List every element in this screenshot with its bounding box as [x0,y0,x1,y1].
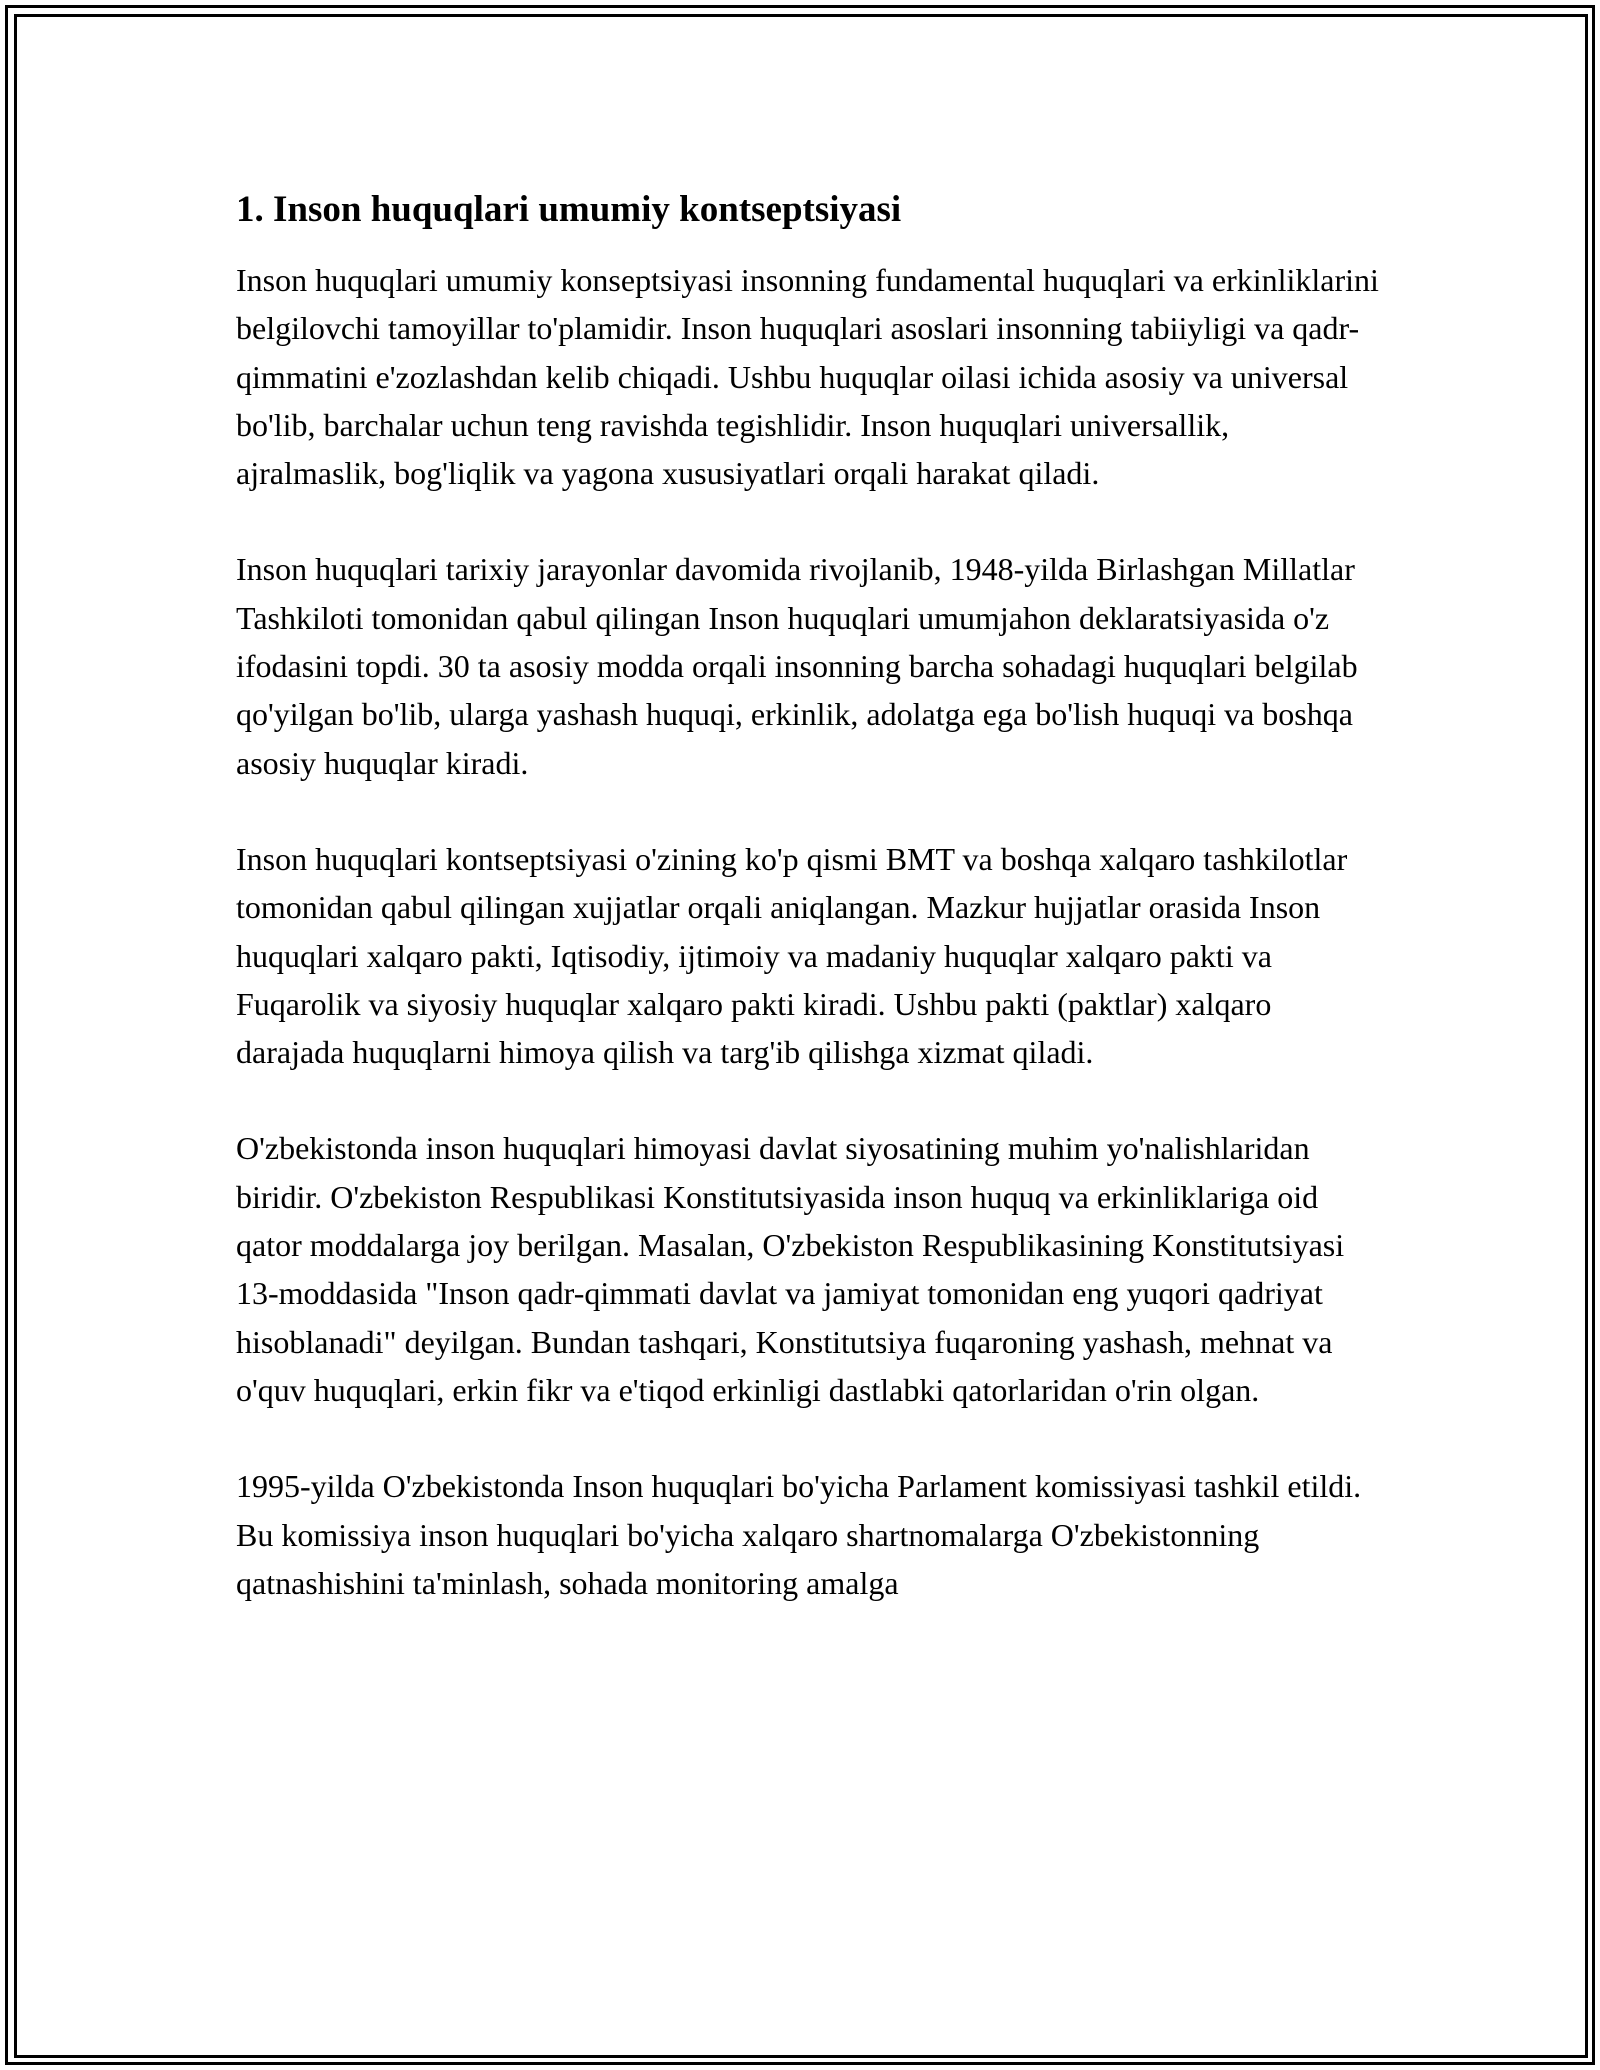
section-heading: 1. Inson huquqlari umumiy kontseptsiyasi [236,189,902,230]
document-body [236,186,1386,1655]
paragraph-4: O'zbekistonda inson huquqlari himoyasi davlat siyosatining muhim yo'nalishlaridan biridir. O'zbekiston Respublikasi Konstitutsiyasida inson huquq va erkinliklariga oid qator moddalarga joy berilgan. Masalan, O'zbekiston Respublikasining Konstitutsiyasi 13-moddasida "Inson qadr-qimmati davlat va jamiyat tomonidan eng yuqori qadriyat hisoblanadi" deyilgan. Bundan tashqari, Konstitutsiya fuqaroning yashash, mehnat va o'quv huquqlari, erkin fikr va e'tiqod erkinligi dastlabki qatorlaridan o'rin olgan. [236,1130,1345,1408]
paragraph-2: Inson huquqlari tarixiy jarayonlar davomida rivojlanib, 1948-yilda Birlashgan Millatlar Tashkiloti tomonidan qabul qilingan Inson huquqlari umumjahon deklaratsiyasida o'z ifodasini topdi. 30 ta asosiy modda orqali insonning barcha sohadagi huquqlari belgilab qo'yilgan bo'lib, ularga yashash huquqi, erkinlik, adolatga ega bo'lish huquqi va boshqa asosiy huquqlar kiradi. [236,551,1358,781]
paragraph-3: Inson huquqlari kontseptsiyasi o'zining ko'p qismi BMT va boshqa xalqaro tashkilotlar tomonidan qabul qilingan xujjatlar orqali aniqlangan. Mazkur hujjatlar orasida Inson huquqlari xalqaro pakti, Iqtisodiy, ijtimoiy va madaniy huquqlar xalqaro pakti va Fuqarolik va siyosiy huquqlar xalqaro pakti kiradi. Ushbu pakti (paktlar) xalqaro darajada huquqlarni himoya qilish va targ'ib qilishga xizmat qiladi. [236,840,1348,1071]
paragraph-1: Inson huquqlari umumiy konseptsiyasi insonning fundamental huquqlari va erkinliklarini belgilovchi tamoyillar to'plamidir. Inson huquqlari asoslari insonning tabiiyligi va qadr-qimmatini e'zozlashdan kelib chiqadi. Ushbu huquqlar oilasi ichida asosiy va universal bo'lib, barchalar uchun teng ravishda tegishlidir. Inson huquqlari universallik, ajralmaslik, bog'liqlik va yagona xususiyatlari orqali harakat qiladi. [236,262,1379,492]
paragraph-5: 1995-yilda O'zbekistonda Inson huquqlari bo'yicha Parlament komissiyasi tashkil etildi. Bu komissiya inson huquqlari bo'yicha xalqaro shartnomalarga O'zbekistonning qatnashishini ta'minlash, sohada monitoring amalga [236,1468,1362,1601]
